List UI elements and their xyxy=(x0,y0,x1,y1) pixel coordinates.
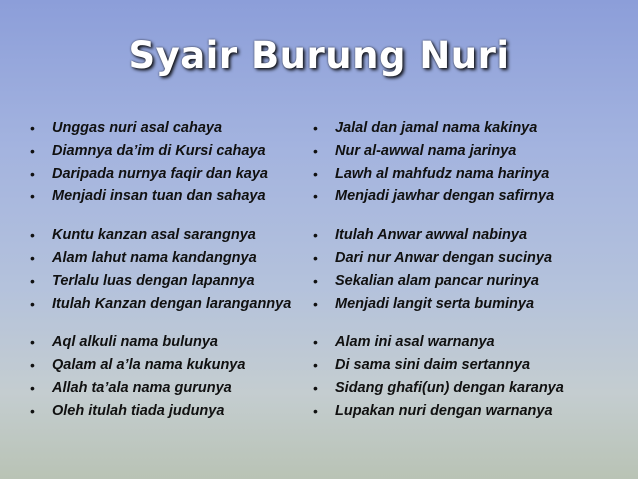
verse-line: Menjadi insan tuan dan sahaya xyxy=(52,188,266,205)
list-item xyxy=(313,331,623,354)
verse-line: Alam lahut nama kandangnya xyxy=(52,249,257,266)
bullet-icon: • xyxy=(30,334,35,351)
stanza xyxy=(30,224,320,315)
verse-line: Jalal dan jamal nama kakinya xyxy=(335,120,538,136)
verse-line: Di sama sini daim sertannya xyxy=(335,357,531,374)
bullet-icon: • xyxy=(313,334,318,351)
verse-line: Daripada nurnya faqir dan kaya xyxy=(52,165,268,182)
bullet-icon: • xyxy=(30,142,35,159)
list-item xyxy=(30,377,320,400)
list-item xyxy=(313,185,623,208)
bullet-icon: • xyxy=(313,188,318,205)
bullet-icon: • xyxy=(30,249,35,266)
bullet-icon: • xyxy=(313,295,318,312)
bullet-icon: • xyxy=(313,142,318,159)
stanza xyxy=(313,224,623,315)
list-item xyxy=(313,247,623,270)
stanza xyxy=(313,331,623,422)
list-item xyxy=(30,140,320,163)
verse-line: Diamnya da’im di Kursi cahaya xyxy=(52,142,266,159)
bullet-icon: • xyxy=(30,120,35,136)
verse-line: Itulah Anwar awwal nabinya xyxy=(335,227,528,244)
stanza xyxy=(30,331,320,422)
list-item xyxy=(313,293,623,316)
bullet-icon: • xyxy=(313,249,318,266)
bullet-icon: • xyxy=(30,379,35,396)
verse-line: Menjadi langit serta buminya xyxy=(335,295,535,312)
verse-line: Kuntu kanzan asal sarangnya xyxy=(52,227,256,244)
verse-line: Itulah Kanzan dengan larangannya xyxy=(52,295,292,312)
list-item xyxy=(30,400,320,423)
verse-line: Allah ta’ala nama gurunya xyxy=(52,379,232,396)
verse-line: Sekalian alam pancar nurinya xyxy=(335,272,539,289)
verse-line: Dari nur Anwar dengan sucinya xyxy=(335,249,553,266)
verse-line: Nur al-awwal nama jarinya xyxy=(335,142,517,159)
list-item xyxy=(30,293,320,316)
list-item xyxy=(313,140,623,163)
stanza xyxy=(30,117,320,208)
bullet-icon: • xyxy=(30,357,35,374)
list-item xyxy=(313,377,623,400)
list-item xyxy=(313,224,623,247)
verse-line: Unggas nuri asal cahaya xyxy=(52,120,223,136)
bullet-icon: • xyxy=(30,227,35,244)
list-item xyxy=(30,163,320,186)
verse-line: Aql alkuli nama bulunya xyxy=(52,334,218,351)
list-item xyxy=(313,400,623,423)
verse-line: Lawh al mahfudz nama harinya xyxy=(335,165,550,182)
bullet-icon: • xyxy=(30,295,35,312)
bullet-icon: • xyxy=(313,379,318,396)
list-item xyxy=(313,117,623,140)
left-column xyxy=(30,117,320,439)
list-item xyxy=(313,163,623,186)
stanza xyxy=(313,117,623,208)
bullet-icon: • xyxy=(313,165,318,182)
bullet-icon: • xyxy=(30,272,35,289)
verse-line: Terlalu luas dengan lapannya xyxy=(52,272,255,289)
list-item xyxy=(30,354,320,377)
list-item xyxy=(30,331,320,354)
list-item xyxy=(30,270,320,293)
verse-line: Sidang ghafi(un) dengan karanya xyxy=(335,379,564,396)
bullet-icon: • xyxy=(313,272,318,289)
list-item xyxy=(30,185,320,208)
slide-title: Syair Burung Nuri xyxy=(128,34,510,77)
list-item xyxy=(313,270,623,293)
verse-line: Lupakan nuri dengan warnanya xyxy=(335,402,553,419)
bullet-icon: • xyxy=(30,188,35,205)
verse-line: Alam ini asal warnanya xyxy=(335,334,495,351)
bullet-icon: • xyxy=(313,227,318,244)
verse-line: Oleh itulah tiada judunya xyxy=(52,402,225,419)
verse-line: Menjadi jawhar dengan safirnya xyxy=(335,188,555,205)
verse-line: Qalam al a’la nama kukunya xyxy=(52,357,246,374)
bullet-icon: • xyxy=(313,357,318,374)
bullet-icon: • xyxy=(313,120,318,136)
bullet-icon: • xyxy=(30,402,35,419)
list-item xyxy=(313,354,623,377)
list-item xyxy=(30,117,320,140)
right-column xyxy=(313,117,623,439)
bullet-icon: • xyxy=(30,165,35,182)
bullet-icon: • xyxy=(313,402,318,419)
list-item xyxy=(30,224,320,247)
list-item xyxy=(30,247,320,270)
